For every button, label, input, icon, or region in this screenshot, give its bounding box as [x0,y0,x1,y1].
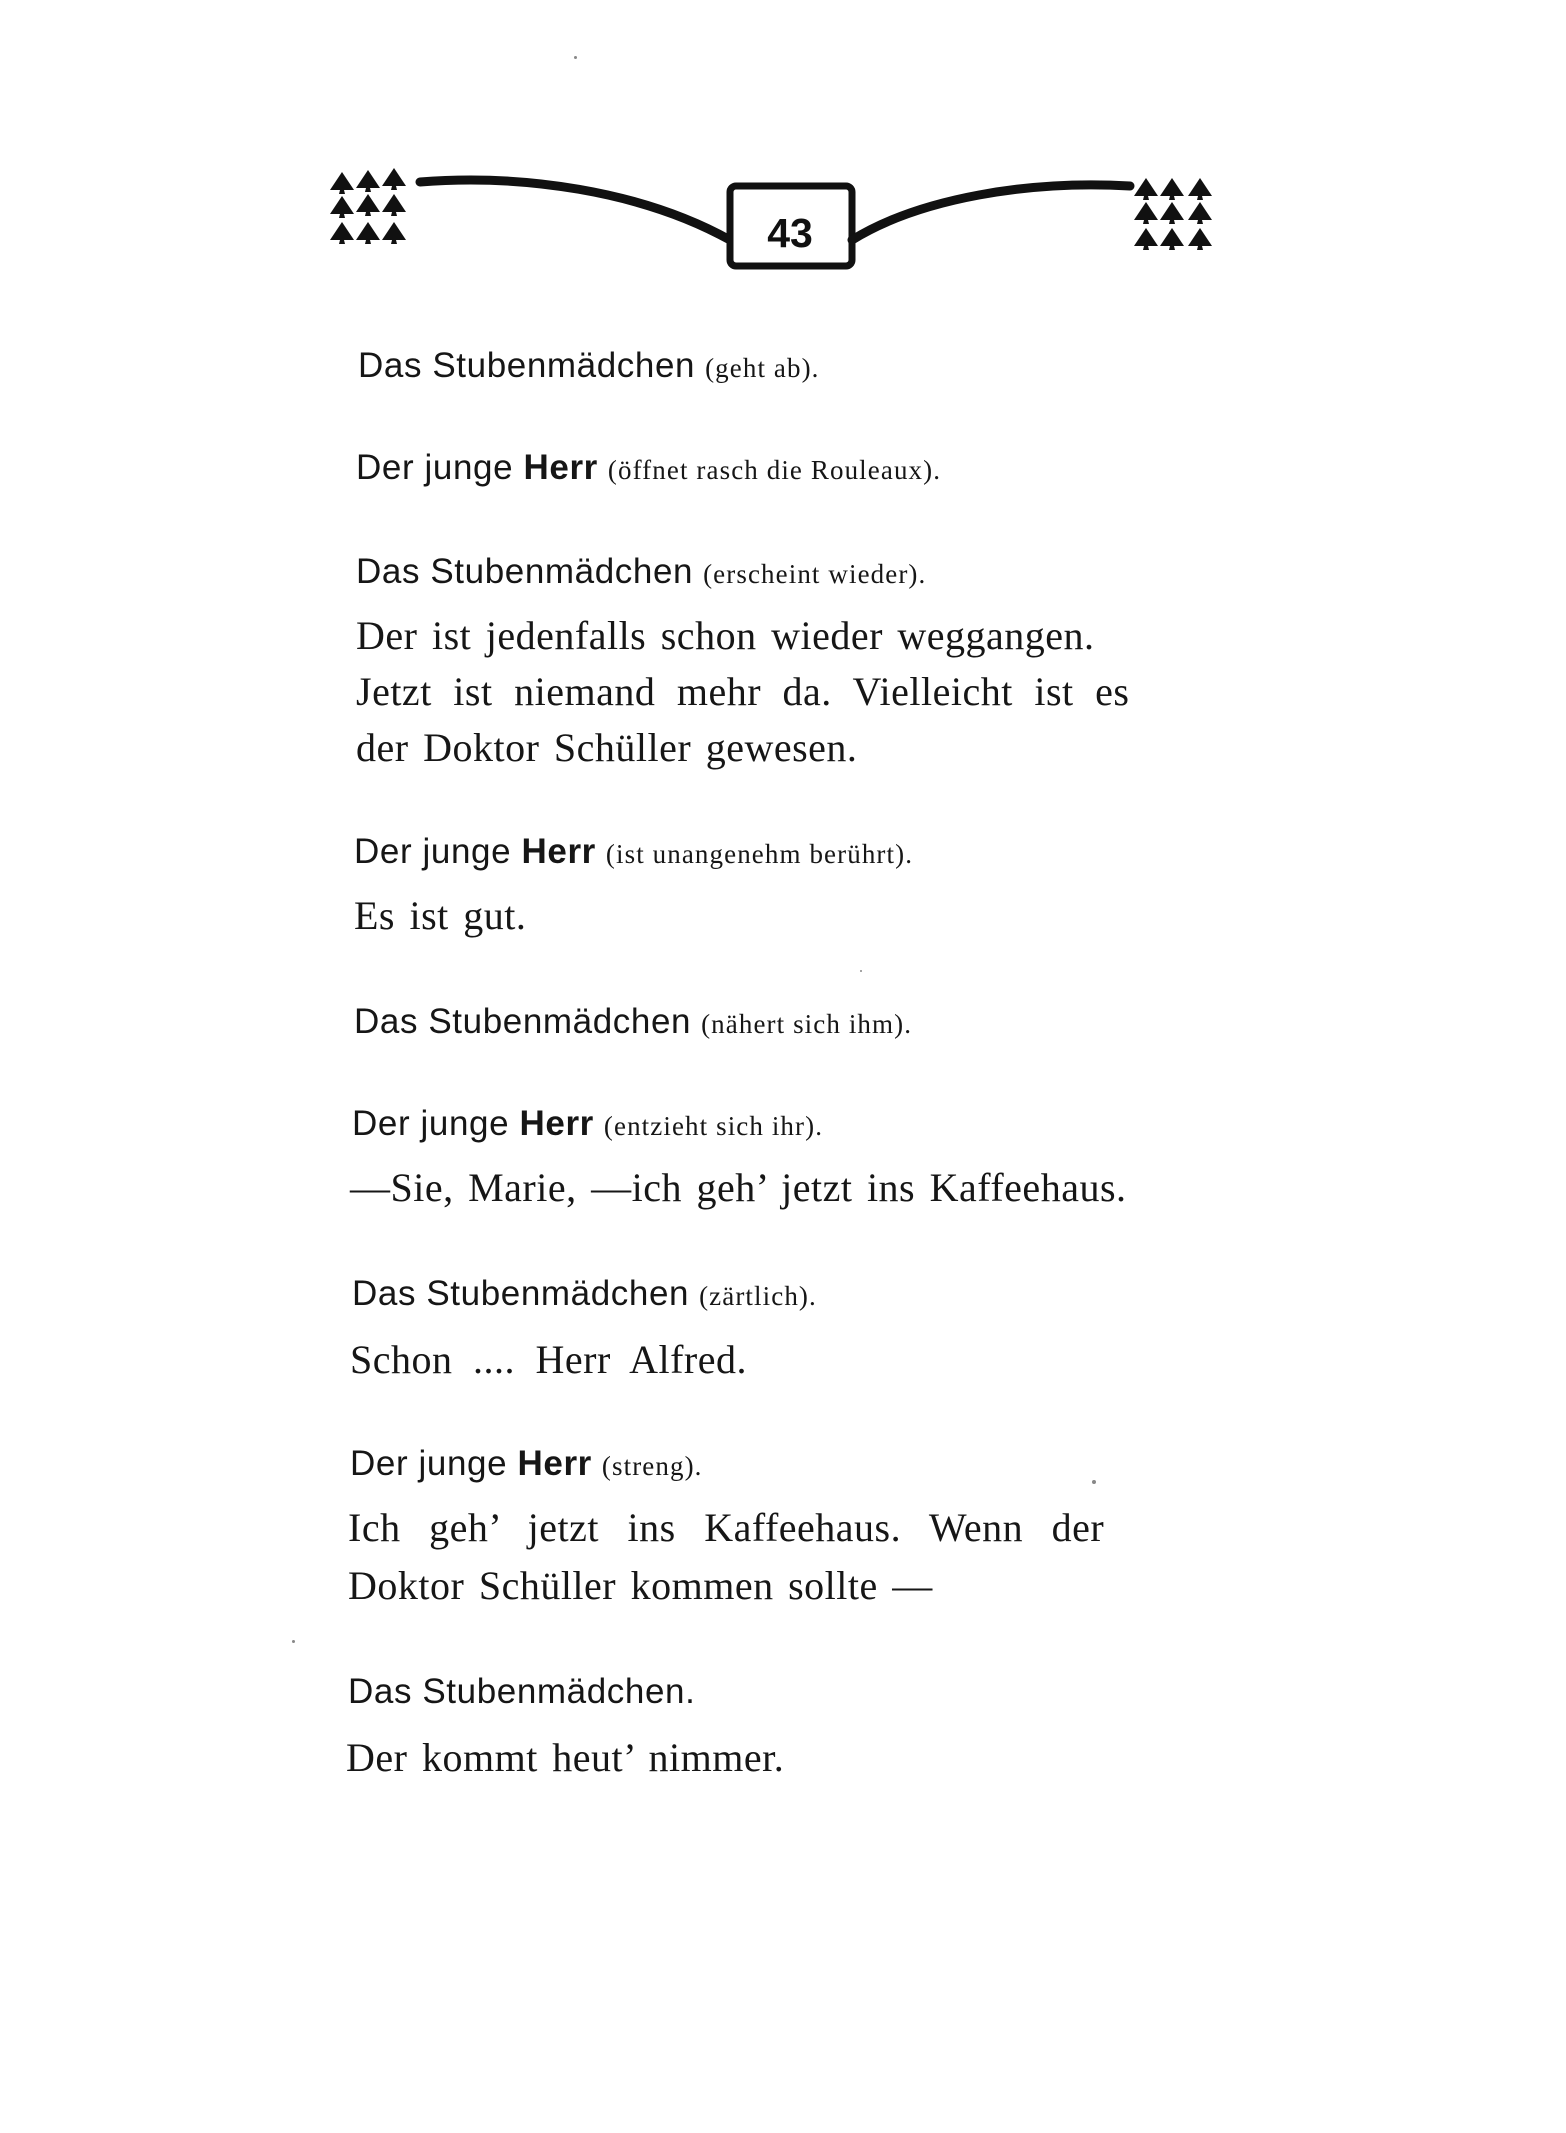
speaker-line [350,1442,703,1485]
stage-direction: (zärtlich). [699,1281,817,1311]
left-scroll-line [420,180,730,240]
stage-direction: (nähert sich ihm). [701,1009,913,1039]
speech-line: Es ist gut. [354,893,527,938]
stage-direction: (öffnet rasch die Rouleaux). [607,455,942,485]
speaker-name: Das Stubenmädchen [356,552,694,591]
left-spade-cluster-icon [330,168,406,244]
right-spade-cluster-icon [1134,178,1212,250]
paper-speck [292,1640,295,1643]
paper-speck [860,970,862,972]
page-number: 43 [767,209,813,256]
speech-line: Schon .... Herr Alfred. [350,1337,747,1382]
stage-direction: (entzieht sich ihr). [603,1111,824,1141]
stage-direction: (streng). [601,1451,703,1481]
speaker-name: Das Stubenmädchen. [348,1672,696,1711]
speech-line: Der kommt heut’ nimmer. [346,1735,785,1780]
speech-line: der Doktor Schüller gewesen. [356,725,858,770]
speaker-line [356,446,941,489]
speaker-line [354,1000,912,1043]
speech-line: Ich geh’ jetzt ins Kaffeehaus. Wenn der [348,1505,1105,1550]
stage-direction: (geht ab). [705,353,820,383]
speaker-name: Das Stubenmädchen [352,1274,690,1313]
speech-line: Doktor Schüller kommen sollte — [348,1563,933,1608]
speaker-line [352,1272,817,1315]
speaker-name: Der junge Herr [354,832,596,871]
speaker-name: Das Stubenmädchen [358,346,696,385]
stage-direction: (ist unangenehm berührt). [605,839,914,869]
speaker-line [356,550,926,593]
speaker-line [358,344,820,387]
stage-direction: (erscheint wieder). [703,559,927,589]
speaker-name: Der junge Herr [352,1104,594,1143]
speaker-name: Das Stubenmädchen [354,1002,692,1041]
speaker-line [354,830,913,873]
speech-line: Der ist jedenfalls schon wieder weggangen. [356,613,1095,658]
paper-speck [1092,1480,1096,1484]
paper-speck [574,56,577,59]
right-scroll-line [852,185,1130,240]
speaker-line [352,1102,823,1145]
speaker-line [348,1670,705,1713]
speech-line: Jetzt ist niemand mehr da. Vielleicht ist es [356,669,1130,714]
speech-line: —Sie, Marie, —ich geh’ jetzt ins Kaffeehaus. [350,1165,1127,1210]
speaker-name: Der junge Herr [356,448,598,487]
speaker-name: Der junge Herr [350,1444,592,1483]
